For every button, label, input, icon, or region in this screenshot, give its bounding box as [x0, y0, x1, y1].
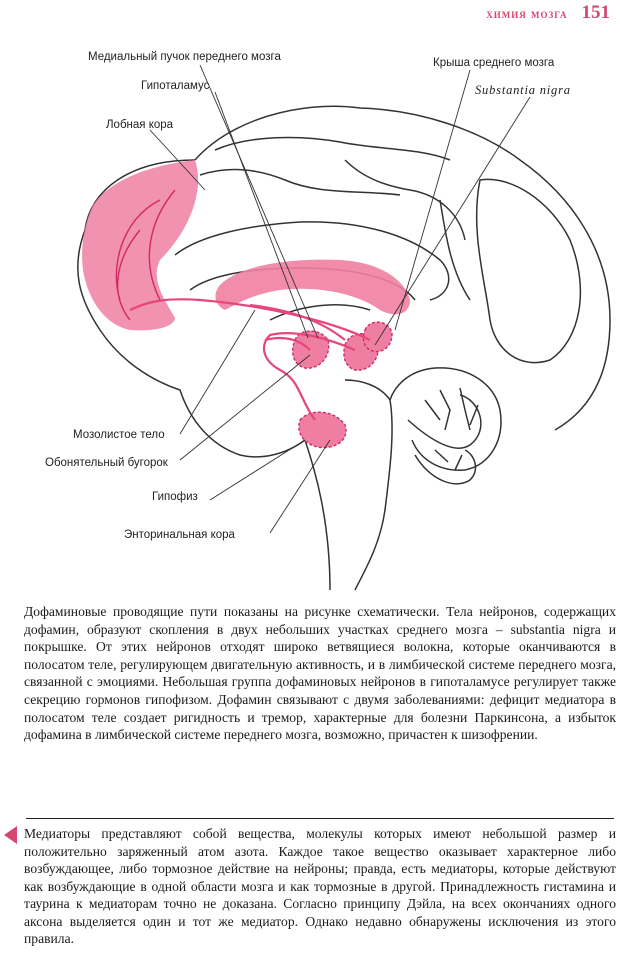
label-pituitary: Гипофиз — [152, 491, 198, 503]
label-frontal-cortex: Лобная кора — [106, 119, 174, 131]
label-tectum: Крыша среднего мозга — [433, 57, 555, 69]
section-divider — [26, 818, 614, 819]
leader-lines — [150, 65, 530, 533]
label-corpus-callosum: Мозолистое тело — [73, 429, 165, 441]
running-title: химия мозга — [486, 6, 568, 21]
body-paragraph: Медиаторы представляют собой вещества, молекулы которых имеют небольшой размер и положительно заряженный атом азота. Каждое такое вещество оказывает характерное либо возбуждающее, либо тормозное действие на нейроны; правда, есть медиаторы, которые действуют как возбуждающие в одной области мозга и как тормозные в другой. Принадлежность гистамина и таурина к медиаторам точно не доказана. Согласно принципу Дэйла, на всех окончаниях одного аксона выделяется один и тот же медиатор. Однако недавно обнаружены исключения из этого правила. — [24, 826, 616, 946]
page-number: 151 — [581, 2, 610, 23]
label-hypothalamus: Гипоталамус — [141, 80, 210, 92]
label-entorhinal-cortex: Энторинальная кора — [124, 529, 235, 541]
label-olfactory-tubercle: Обонятельный бугорок — [45, 457, 168, 469]
figure-caption: Дофаминовые проводящие пути показаны на рисунке схематически. Тела нейронов, содержащих дофамин, образуют скопления в двух небольших участках среднего мозга – substantia nigra и покрышке. От этих нейронов отходят широко ветвящиеся волокна, которые оканчиваются в полосатом теле, регулирующем двигательную активность, и в лимбической системе переднего мозга, связанной с эмоциями. Небольшая группа дофаминовых нейронов в гипоталамусе регулирует также секрецию гормонов гипофизом. Дофамин связывают с двумя заболеваниями: дефицит медиатора в полосатом теле создает ригидность и тремор, характерные для болезни Паркинсона, а избыток дофамина в лимбической системе переднего мозга, возможно, причастен к шизофрении. — [24, 604, 616, 743]
margin-marker-icon — [4, 826, 17, 844]
label-mfb: Медиальный пучок переднего мозга — [88, 51, 281, 63]
label-substantia-nigra: Substantia nigra — [475, 83, 571, 97]
